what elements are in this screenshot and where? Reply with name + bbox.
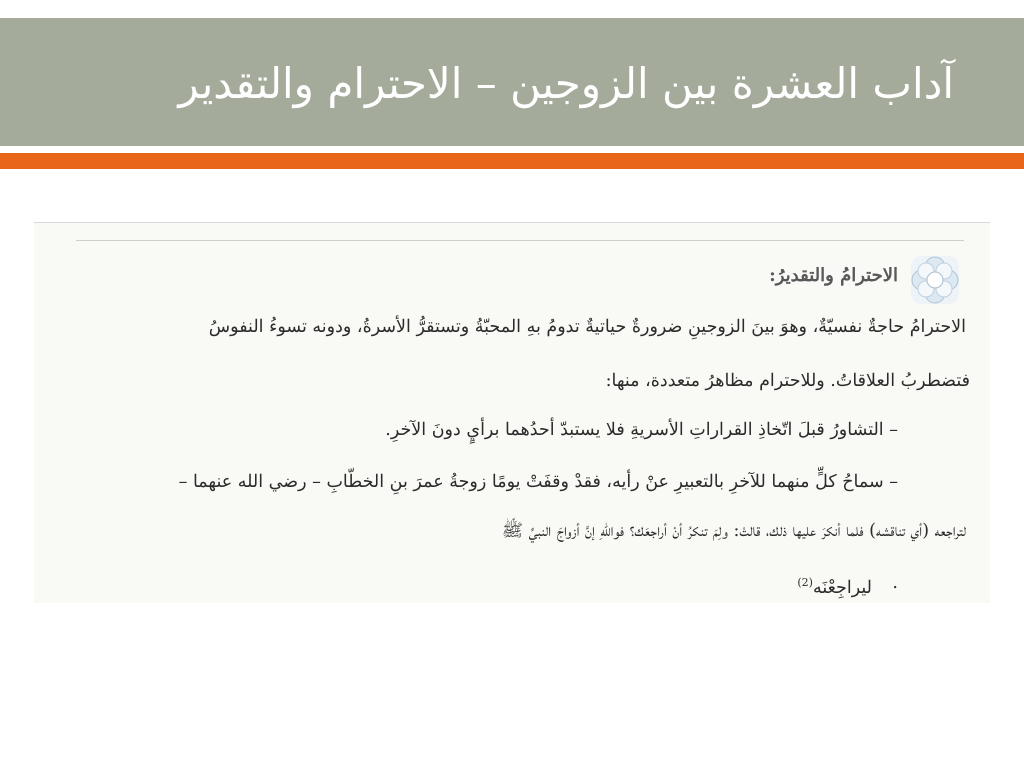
bullet-expression-line-1: – سماحُ كلٍّ منهما للآخرِ بالتعبيرِ عنْ رأيه، فقدْ وقفَتْ يومًا زوجةُ عمرَ بنِ الخطّابِ – رضي الله عنهما –: [178, 472, 898, 492]
bullet-expression-line-2: لتراجعه (أي تناقشه) فلما أنكرَ عليها ذلك، قالتْ: ولِمَ تنكرُ أنْ أراجعَك؟ فواللهِ إنَّ أزواجَ النبيِّ ﷺ: [501, 521, 966, 541]
bullet-consultation: – التشاورُ قبلَ اتّخاذِ القراراتِ الأسريةِ فلا يستبدّ أحدُهما برأيٍ دونَ الآخرِ.: [385, 420, 898, 440]
title-divider: [0, 146, 1024, 152]
footnote-marker: (2): [797, 576, 813, 589]
flower-icon: [904, 249, 966, 311]
final-line-text: ليراجِعْنَه: [812, 577, 872, 598]
slide-title: آداب العشرة بين الزوجين – الاحترام والتقدير: [178, 59, 954, 108]
section-heading: الاحترامُ والتقديرُ:: [769, 265, 898, 286]
bullet-expression-line-3: [797, 571, 872, 600]
scanned-text-image: [34, 222, 990, 603]
paragraph-line-2: فتضطربُ العلاقاتُ. وللاحترام مظاهرُ متعددة، منها:: [605, 371, 970, 391]
final-punctuation: .: [892, 573, 898, 593]
accent-bar: [0, 153, 1024, 169]
scan-top-rule: [76, 240, 964, 241]
paragraph-line-1: الاحترامُ حاجةٌ نفسيّةٌ، وهوَ بينَ الزوجينِ ضرورةٌ حياتيةٌ تدومُ بهِ المحبّةُ وتستقرُّ الأسرةُ، ودونه تسوءُ النفوسُ: [208, 317, 966, 337]
